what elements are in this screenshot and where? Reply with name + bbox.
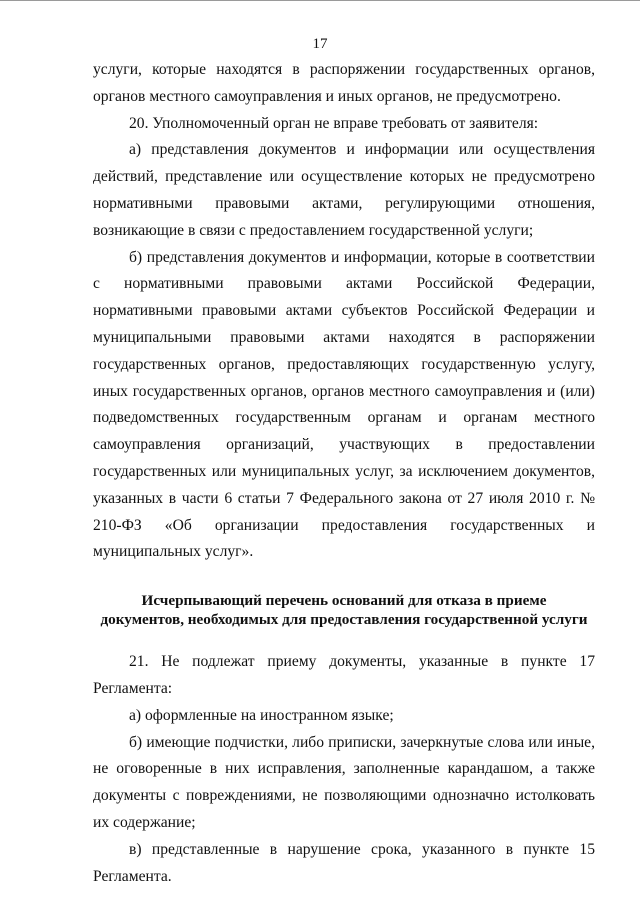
document-body [93,57,595,890]
paragraph-item-21: 21. Не подлежат приему документы, указанные в пункте 17 Регламента: [93,653,595,697]
paragraph-item-21c: в) представленные в нарушение срока, указанного в пункте 15 Регламента. [93,840,595,885]
page-number: 17 [312,36,328,52]
paragraph-item-20b: б) представления документов и информации, которые в соответствии с нормативными правовыми актами Российской Федерации, нормативными правовыми актами субъектов Российской Федерации и муниципальными правовыми актами находятся в распоряжении государственных органов, предоставляющих государственную услугу, иных государственных органов, органов местного самоуправления и (или) подведомственных государственным органам и органам местного самоуправления организаций, участвующих в предоставлении государственных или муниципальных услуг, за исключением документов, указанных в части 6 статьи 7 Федерального закона от 27 июля 2010 г. № 210-ФЗ «Об организации предоставления государственных и муниципальных услуг». [93,248,595,561]
section-heading-line-2: документов, необходимых для предоставления государственной услуги [100,611,588,629]
paragraph-item-21b: б) имеющие подчистки, либо приписки, зачеркнутые слова или иные, не оговоренные в них исправления, заполненные карандашом, а также документы с повреждениями, не позволяющими однозначно истолковать их содержание; [93,733,595,831]
paragraph-item-20: 20. Уполномоченный орган не вправе требовать от заявителя: [129,114,539,132]
section-heading [93,591,595,629]
page-top-edge [0,0,640,1]
paragraph-item-21a: а) оформленные на иностранном языке; [129,706,394,724]
paragraph-continuation: услуги, которые находятся в распоряжении государственных органов, органов местного самоуправления и иных органов, не предусмотрено. [93,61,595,105]
section-heading-line-1: Исчерпывающий перечень оснований для отказа в приеме [141,592,547,610]
paragraph-item-20a: а) представления документов и информации или осуществления действий, представление или осуществление которых не предусмотрено нормативными правовыми актами, регулирующими отношения, возникающие в связи с предоставлением государственной услуги; [93,141,595,239]
